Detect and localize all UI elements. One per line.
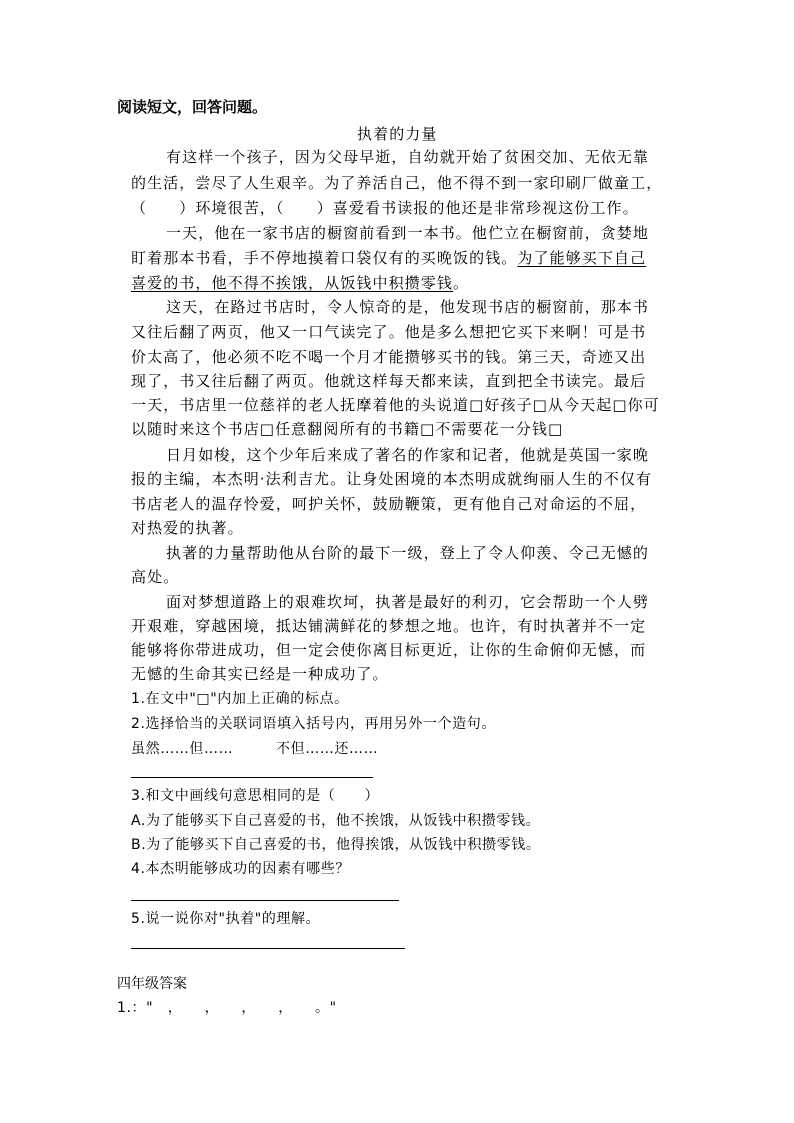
passage-line: 书店老人的温存怜爱，呵护关怀，鼓励鞭策，更有他自己对命运的不屈，: [131, 495, 647, 513]
answer-line[interactable]: [131, 777, 373, 778]
section-heading: 阅读短文，回答问题。: [117, 98, 268, 116]
passage-line: 价太高了，他必须不吃不喝一个月才能攒够买书的钱。第三天，奇迹又出: [131, 348, 647, 366]
passage-line: 执著的力量帮助他从台阶的最下一级，登上了令人仰羡、令己无憾的: [166, 544, 650, 562]
passage-title: 执着的力量: [357, 125, 438, 143]
passage-line: 一天，书店里一位慈祥的老人抚摩着他的头说道□好孩子□从今天起□你可: [131, 396, 660, 414]
conjunction-option-a: 虽然……但……: [131, 741, 234, 757]
passage-line: [131, 247, 646, 268]
question-5: 5.说一说你对"执着"的理解。: [131, 911, 321, 927]
passage-line: 无憾的生命其实已经是一种成功了。: [131, 665, 389, 683]
question-3: 3.和文中画线句意思相同的是（ ）: [131, 788, 380, 804]
underlined-sentence: 喜爱的书，他不得不挨饿，从饭钱中积攒零钱: [131, 274, 454, 292]
passage-line: 能够将你带进成功，但一定会使你离目标更近，让你的生命俯仰无憾，而: [131, 641, 647, 659]
passage-line: 现了，书又往后翻了两页。他就这样每天都来读，直到把全书读完。最后: [131, 372, 647, 390]
question-1: 1.在文中"□"内加上正确的标点。: [131, 691, 349, 707]
question-3-option-a: A.为了能够买下自己喜爱的书，他不挨饿，从饭钱中积攒零钱。: [131, 813, 541, 829]
passage-line: [131, 272, 469, 293]
answers-heading: 四年级答案: [117, 976, 187, 992]
passage-line: 这天，在路过书店时，令人惊奇的是，他发现书店的橱窗前，那本书: [166, 298, 650, 316]
passage-line: 的生活，尝尽了人生艰辛。为了养活自己，他不得不到一家印刷厂做童工，: [131, 174, 663, 192]
passage-text: 。: [453, 274, 470, 292]
passage-line: 又往后翻了两页，他又一口气读完了。他是多么想把它买下来啊！可是书: [131, 323, 647, 341]
conjunction-option-b: 不但……还……: [276, 741, 379, 757]
question-3-option-b: B.为了能够买下自己喜爱的书，他得挨饿，从饭钱中积攒零钱。: [131, 837, 541, 853]
passage-line: 以随时来这个书店□任意翻阅所有的书籍□不需要花一分钱□: [131, 420, 564, 438]
passage-line: 高处。: [131, 568, 180, 586]
passage-line: 一天，他在一家书店的橱窗前看到一本书。他伫立在橱窗前，贪婪地: [166, 224, 650, 242]
passage-line: 对热爱的执著。: [131, 519, 244, 537]
passage-line: 有这样一个孩子，因为父母早逝，自幼就开始了贫困交加、无依无靠: [166, 148, 650, 166]
question-2: 2.选择恰当的关联词语填入括号内，再用另外一个造句。: [131, 716, 496, 732]
answer-1: 1.：" ， ， ， ， 。": [117, 1000, 337, 1016]
question-4: 4.本杰明能够成功的因素有哪些？: [131, 861, 350, 877]
passage-text: 盯着那本书看，手不停地摸着口袋仅有的买晚饭的钱。: [131, 249, 518, 267]
passage-line: 日月如梭，这个少年后来成了著名的作家和记者，他就是英国一家晚: [166, 446, 650, 464]
answer-line[interactable]: [131, 900, 399, 901]
passage-line: （ ）环境很苦，（ ）喜爱看书读报的他还是非常珍视这份工作。: [131, 199, 639, 217]
underlined-sentence: 为了能够买下自己: [517, 249, 647, 267]
passage-line: 报的主编，本杰明·法利吉尤。让身处困境的本杰明成就绚丽人生的不仅有: [131, 470, 653, 488]
passage-line: 面对梦想道路上的艰难坎坷，执著是最好的利刃，它会帮助一个人劈: [166, 593, 650, 611]
passage-line: 开艰难，穿越困境，抵达铺满鲜花的梦想之地。也许，有时执著并不一定: [131, 617, 647, 635]
answer-line[interactable]: [131, 948, 405, 949]
